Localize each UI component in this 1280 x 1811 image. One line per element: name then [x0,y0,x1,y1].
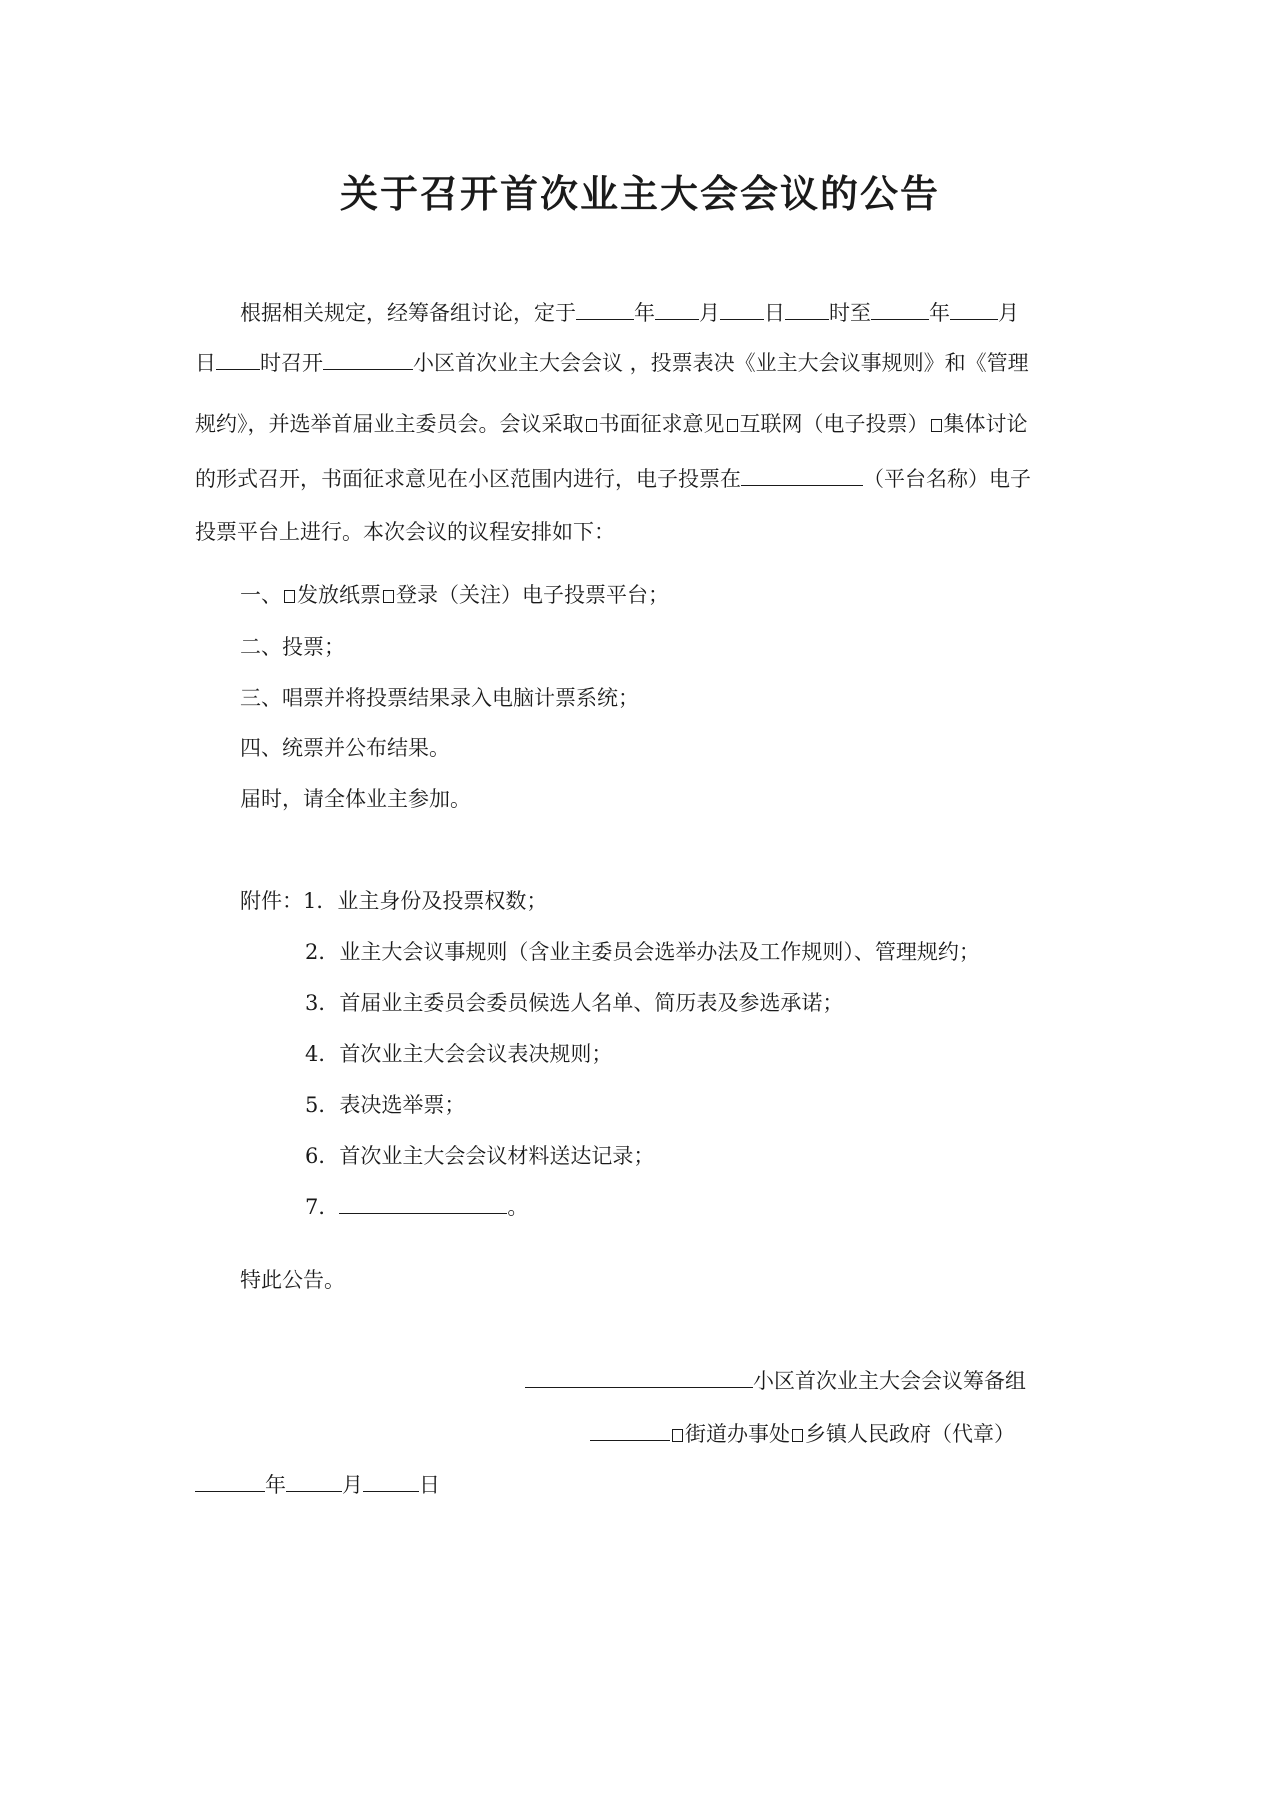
intro-line-4: 的形式召开，书面征求意见在小区范围内进行，电子投票在 （平台名称）电子 [195,467,1031,491]
township-gov-checkbox[interactable] [792,1429,803,1442]
attachment-item: 4．首次业主大会会议表决规则； [305,1042,613,1066]
start-day-blank [720,301,764,320]
group-discussion-checkbox[interactable] [931,419,942,432]
platform-name-blank [741,467,863,486]
sign-day-blank [363,1473,419,1492]
sign-year-blank [195,1473,265,1492]
attachment-item: 1．业主身份及投票权数； [303,889,548,913]
intro-line-3: 规约》，并选举首届业主委员会。会议采取 书面征求意见 互联网（电子投票） 集体讨论 [195,412,1028,436]
sign-month-blank [286,1473,342,1492]
written-opinion-checkbox[interactable] [586,419,597,432]
authority-name-blank [590,1422,670,1441]
attachment-item: 2．业主大会议事规则（含业主委员会选举办法及工作规则）、管理规约； [305,940,980,964]
intro-line-1: 根据相关规定，经筹备组讨论，定于 年 月 日 时至 年 月 [240,301,1019,325]
community-name-blank [323,351,413,370]
page-title: 关于召开首次业主大会会议的公告 [339,171,940,216]
start-year-blank [576,301,634,320]
agenda-item-2: 二、投票； [240,635,345,659]
attachment-item: 6．首次业主大会会议材料送达记录； [305,1144,655,1168]
paper-ballot-checkbox[interactable] [284,590,295,603]
start-month-blank [655,301,699,320]
attachment-item: 3．首届业主委员会委员候选人名单、简历表及参选承诺； [305,991,844,1015]
street-office-checkbox[interactable] [672,1429,683,1442]
attachment-row-1 [240,886,547,916]
agenda-item-3: 三、唱票并将投票结果录入电脑计票系统； [240,686,639,710]
community-name-blank [525,1369,753,1388]
end-year-blank [871,301,929,320]
e-platform-checkbox[interactable] [383,590,394,603]
agenda-item-4: 四、统票并公布结果。 [240,736,450,760]
attachments-label: 附件： [240,889,303,913]
end-month-blank [950,301,998,320]
attachment-7-blank [339,1195,507,1214]
committee-signature: 小区首次业主大会会议筹备组 [525,1366,1026,1396]
start-hour-blank [785,301,829,320]
attachment-row-7: 7． 。 [305,1195,529,1219]
signature-date: 年 月 日 [195,1470,440,1500]
end-day-blank [216,351,260,370]
agenda-item-1: 一、 发放纸票 登录（关注）电子投票平台； [240,583,669,607]
intro-line-2: 日 时召开 小区首次业主大会会议 ，投票表决《业主大会议事规则》和《管理 [195,351,1029,375]
internet-vote-checkbox[interactable] [727,419,738,432]
attachment-item: 5．表决选举票； [305,1093,466,1117]
invite-text: 届时，请全体业主参加。 [240,787,471,811]
intro-line-5: 投票平台上进行。本次会议的议程安排如下： [195,520,615,544]
authority-signature: 街道办事处 乡镇人民政府（代章） [590,1419,1015,1449]
attachment-item: 7． [305,1195,340,1219]
closing-text: 特此公告。 [240,1268,345,1292]
